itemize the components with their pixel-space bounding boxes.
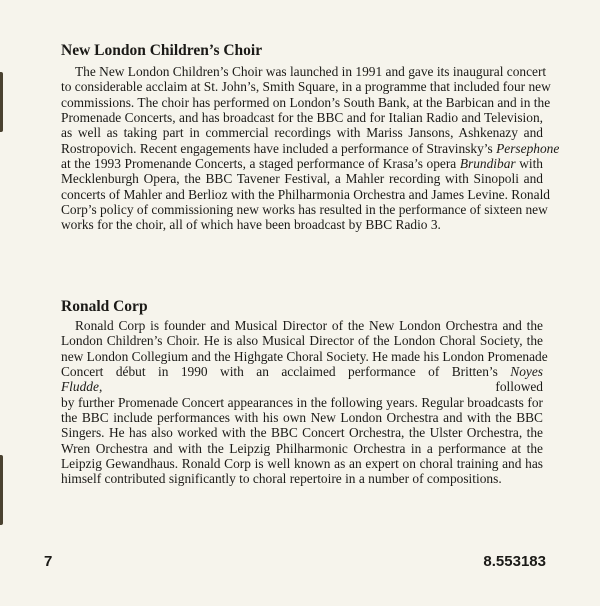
choir-paragraph: [61, 64, 560, 233]
text-line: Ronald Corp is founder and Musical Director of the New London Orchestra and the: [75, 318, 543, 333]
italic-title: Persephone: [496, 140, 560, 156]
text-line: Wren Orchestra and with the Leipzig Philharmonic Orchestra in a performance at the: [61, 440, 543, 456]
text-line: as well as taking part in commercial recordings with Mariss Jansons, Ashkenazy and: [61, 125, 543, 141]
text-line: concerts of Mahler and Berlioz with the Philharmonia Orchestra and James Levine. Ronald: [61, 186, 550, 202]
ronald-corp-paragraph: [61, 318, 548, 487]
section-heading-ronald-corp: Ronald Corp: [61, 298, 148, 315]
text-line: London Children’s Choir. He is also Musical Director of the London Choral Society, the: [61, 333, 543, 349]
text-line: Corp’s policy of commissioning new works has resulted in the performance of sixteen new: [61, 202, 548, 218]
italic-title: Brundibar: [459, 156, 516, 172]
italic-title: Noyes Fludde: [61, 364, 543, 395]
text-line: commissions. The choir has performed on London’s South Bank, at the Barbican and in the: [61, 94, 551, 110]
text-line: works for the choir, all of which have been broadcast by BBC Radio 3.: [61, 217, 441, 233]
text-line: himself contributed significantly to choral repertoire in a number of compositions.: [61, 471, 502, 487]
text-line: the BBC include performances with his own New London Orchestra and with the BBC: [61, 410, 543, 426]
text-line: Leipzig Gewandhaus. Ronald Corp is well known as an expert on choral training and has: [61, 456, 543, 472]
text-line: Singers. He has also worked with the BBC Concert Orchestra, the Ulster Orchestra, the: [61, 425, 543, 441]
text-line: Concert début in 1990 with an acclaimed performance of Britten’s Noyes Fludde, followed: [61, 364, 543, 395]
section-heading-choir: New London Children’s Choir: [61, 42, 263, 59]
text-line: to considerable acclaim at St. John’s, Smith Square, in a programme that included four new: [61, 79, 551, 95]
text-line: Mecklenburgh Opera, the BBC Tavener Festival, a Mahler recording with Sinopoli and: [61, 171, 543, 187]
text-line: Rostropovich. Recent engagements have included a performance of Stravinsky’s Persephone: [61, 140, 560, 156]
binding-edge-mark: [0, 72, 3, 132]
text-line: by further Promenade Concert appearances in the following years. Regular broadcasts for: [61, 394, 543, 410]
page-number: 7: [44, 553, 53, 570]
text-line: Promenade Concerts, and has broadcast for the BBC and for Italian Radio and Television,: [61, 110, 543, 126]
catalogue-number: 8.553183: [483, 553, 546, 570]
text-line: at the 1993 Promenande Concerts, a staged performance of Krasa’s opera Brundibar with: [61, 156, 544, 172]
text-line: new London Collegium and the Highgate Choral Society. He made his London Promenade: [61, 348, 548, 364]
text-line: The New London Children’s Choir was launched in 1991 and gave its inaugural concert: [75, 64, 547, 79]
binding-edge-mark: [0, 455, 3, 525]
